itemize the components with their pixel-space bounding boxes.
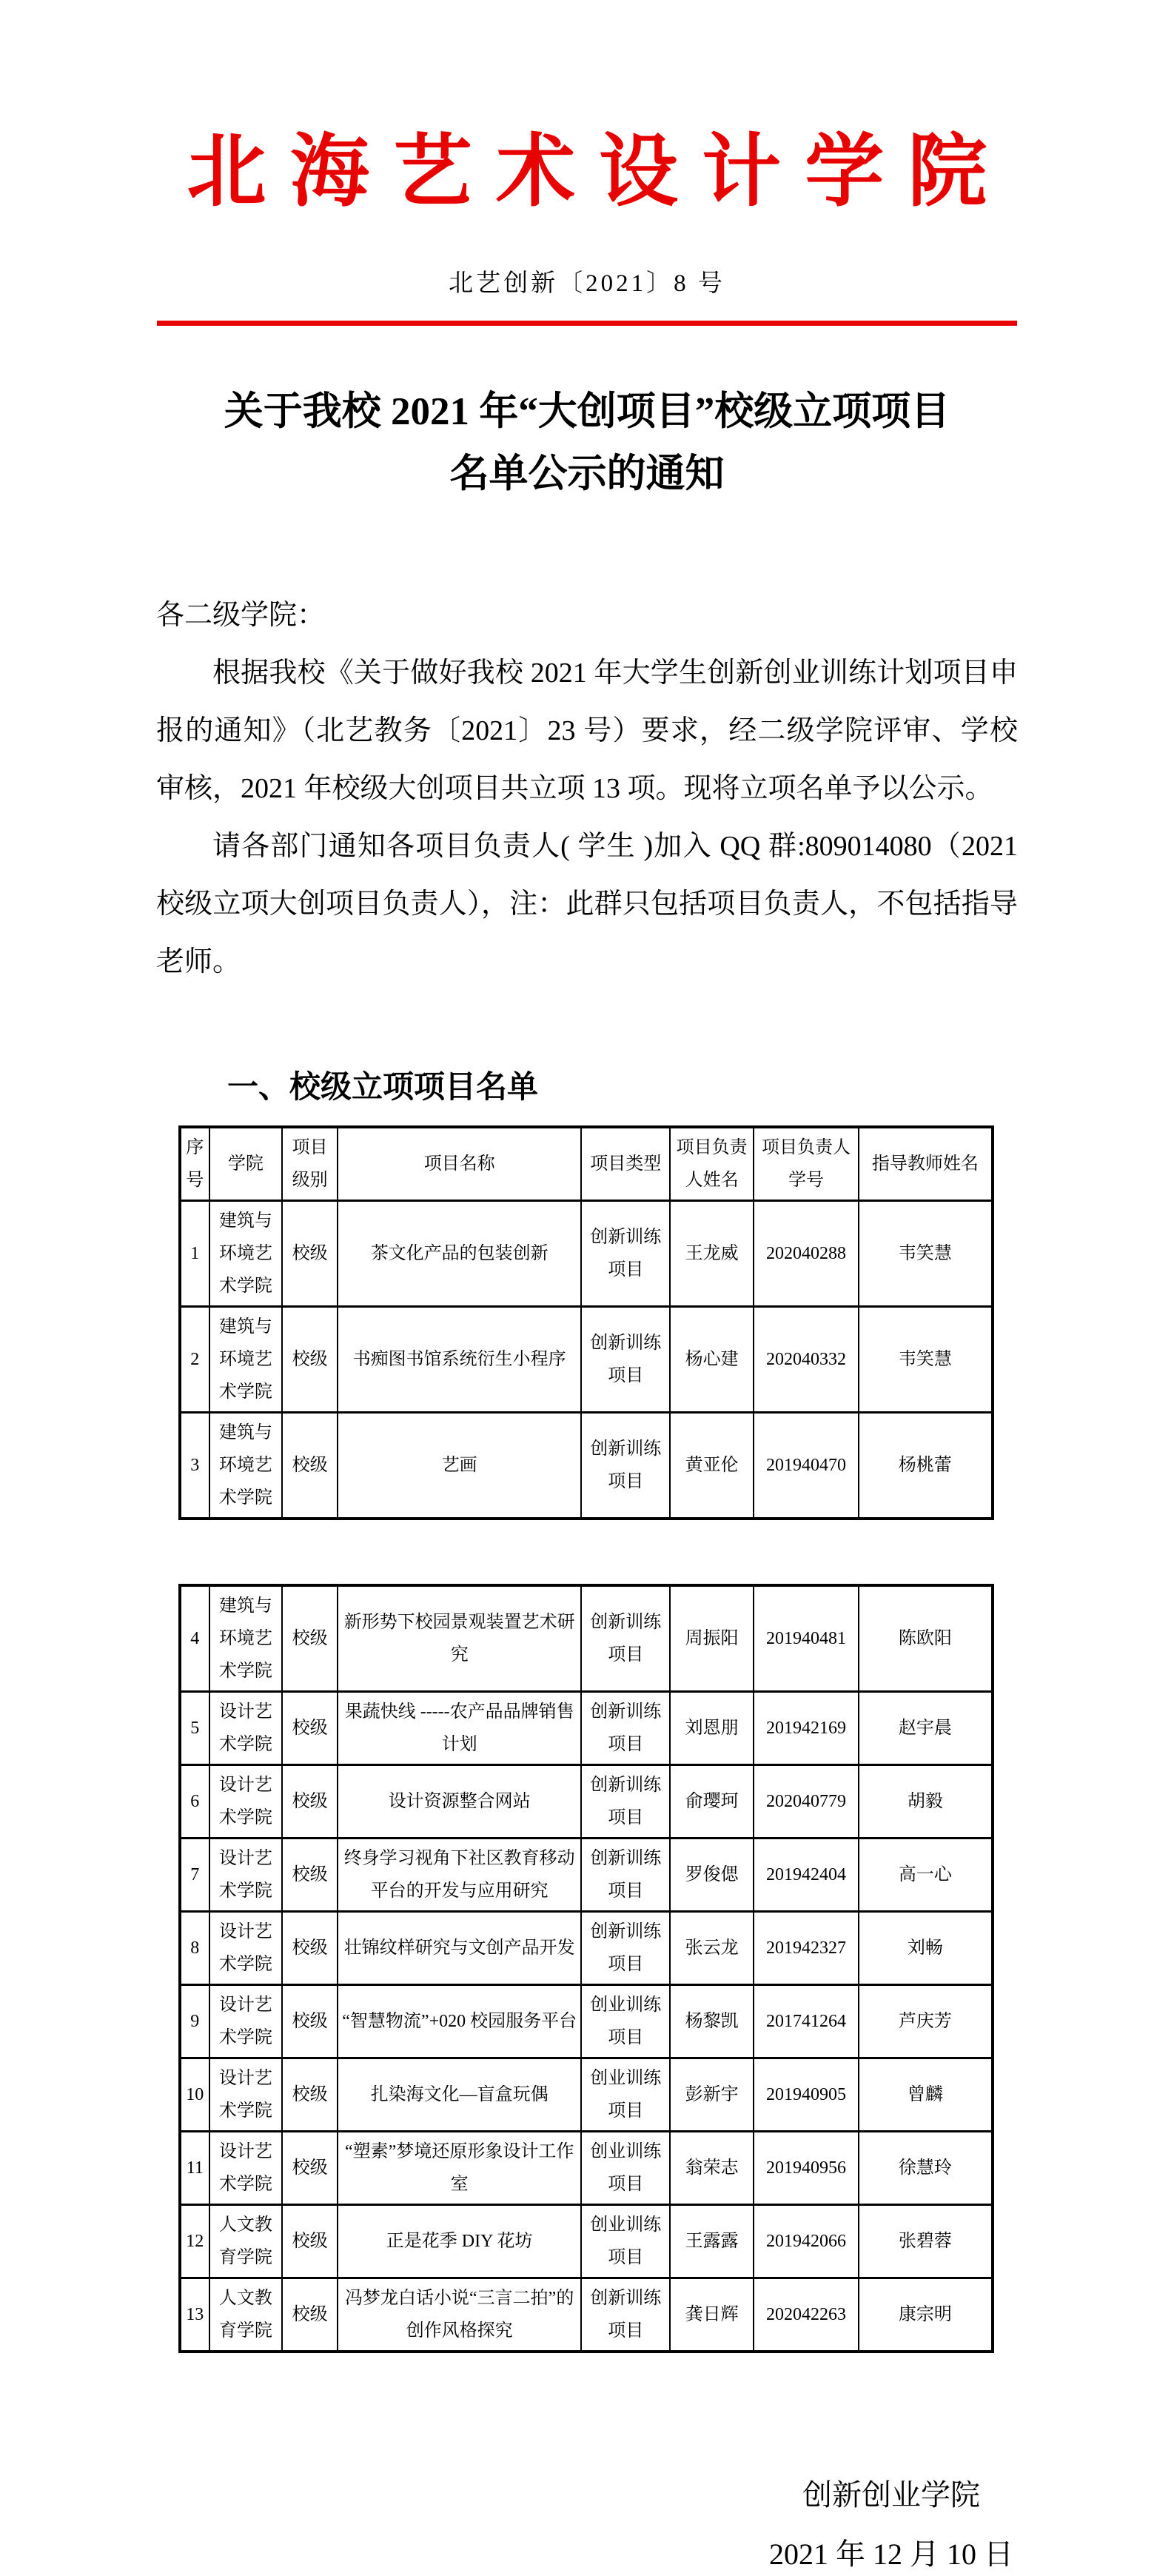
cell-level: 校级: [282, 1585, 338, 1692]
cell-teacher-name: 张碧蓉: [859, 2205, 993, 2278]
table-row: [180, 1413, 993, 1519]
cell-level: 校级: [282, 1912, 338, 1985]
header-cell-student-id: 项目负责人学号: [754, 1127, 859, 1201]
cell-project-type: 创新训练项目: [581, 2278, 670, 2352]
table-header-row: [180, 1127, 993, 1201]
header-cell-teacher-name: 指导教师姓名: [859, 1127, 993, 1201]
cell-project-type: 创新训练项目: [581, 1839, 670, 1912]
cell-college: 建筑与环境艺术学院: [209, 1413, 283, 1519]
cell-project-name: 终身学习视角下社区教育移动平台的开发与应用研究: [338, 1839, 581, 1912]
cell-project-type: 创业训练项目: [581, 2058, 670, 2132]
table-row: [180, 1307, 993, 1413]
cell-level: 校级: [282, 1765, 338, 1839]
table-row: [180, 1585, 993, 1692]
cell-student-id: 202040332: [754, 1307, 859, 1413]
cell-project-type: 创业训练项目: [581, 2205, 670, 2278]
cell-teacher-name: 韦笑慧: [859, 1201, 993, 1307]
project-table-part-2: [178, 1584, 994, 2353]
cell-leader-name: 张云龙: [670, 1912, 754, 1985]
cell-project-name: 壮锦纹样研究与文创产品开发: [338, 1912, 581, 1985]
cell-student-id: 201940956: [754, 2132, 859, 2205]
cell-teacher-name: 胡毅: [859, 1765, 993, 1839]
body-paragraph: 请各部门通知各项目负责人( 学生 )加入 QQ 群:809014080（2021 校级立项大创项目负责人），注：此群只包括项目负责人，不包括指导老师。: [156, 831, 1018, 977]
cell-level: 校级: [282, 1201, 338, 1307]
cell-no: 3: [180, 1413, 209, 1519]
cell-project-type: 创新训练项目: [581, 1765, 670, 1839]
cell-leader-name: 王露露: [670, 2205, 754, 2278]
cell-teacher-name: 曾麟: [859, 2058, 993, 2132]
cell-teacher-name: 高一心: [859, 1839, 993, 1912]
cell-project-type: 创业训练项目: [581, 1985, 670, 2058]
cell-student-id: 201940905: [754, 2058, 859, 2132]
table-row: [180, 2278, 993, 2352]
document-body: [156, 586, 1018, 2576]
table-row: [180, 1765, 993, 1839]
cell-project-name: 果蔬快线 -----农产品品牌销售计划: [338, 1692, 581, 1765]
body-paragraph: 根据我校《关于做好我校 2021 年大学生创新创业训练计划项目申报的通知》（北艺教务〔2021〕23 号）要求，经二级学院评审、学校审核，2021 年校级大创项目共立项 13 项。现将立项名单予以公示。: [156, 658, 1018, 804]
cell-teacher-name: 康宗明: [859, 2278, 993, 2352]
cell-leader-name: 杨黎凯: [670, 1985, 754, 2058]
cell-leader-name: 周振阳: [670, 1585, 754, 1692]
cell-leader-name: 杨心建: [670, 1307, 754, 1413]
section-heading: 一、校级立项项目名单: [227, 1071, 539, 1105]
cell-no: 13: [180, 2278, 209, 2352]
header-cell-project-name: 项目名称: [338, 1127, 581, 1201]
cell-no: 2: [180, 1307, 209, 1413]
red-divider-line: [157, 321, 1017, 326]
cell-project-name: “塑素”梦境还原形象设计工作室: [338, 2132, 581, 2205]
cell-student-id: 201942327: [754, 1912, 859, 1985]
cell-level: 校级: [282, 1413, 338, 1519]
cell-college: 设计艺术学院: [209, 1912, 283, 1985]
cell-teacher-name: 杨桃蕾: [859, 1413, 993, 1519]
cell-college: 设计艺术学院: [209, 1839, 283, 1912]
cell-leader-name: 刘恩朋: [670, 1692, 754, 1765]
cell-no: 10: [180, 2058, 209, 2132]
cell-level: 校级: [282, 2278, 338, 2352]
cell-project-name: 冯梦龙白话小说“三言二拍”的创作风格探究: [338, 2278, 581, 2352]
cell-college: 人文教育学院: [209, 2278, 283, 2352]
cell-project-type: 创新训练项目: [581, 1307, 670, 1413]
doc-number: 北艺创新〔2021〕8 号: [449, 270, 725, 297]
cell-teacher-name: 徐慧玲: [859, 2132, 993, 2205]
project-table-part-1: [178, 1125, 994, 1520]
signature-department: 创新创业学院: [802, 2478, 980, 2512]
cell-student-id: 201741264: [754, 1985, 859, 2058]
cell-level: 校级: [282, 1307, 338, 1413]
cell-project-name: 艺画: [338, 1413, 581, 1519]
salutation: 各二级学院：: [156, 600, 326, 631]
cell-leader-name: 彭新宇: [670, 2058, 754, 2132]
notice-title: 关于我校 2021 年“大创项目”校级立项项目名单公示的通知: [224, 390, 950, 495]
cell-college: 建筑与环境艺术学院: [209, 1585, 283, 1692]
cell-level: 校级: [282, 2205, 338, 2278]
cell-student-id: 201942404: [754, 1839, 859, 1912]
cell-project-name: 正是花季 DIY 花坊: [338, 2205, 581, 2278]
cell-student-id: 201940481: [754, 1585, 859, 1692]
cell-teacher-name: 韦笑慧: [859, 1307, 993, 1413]
cell-teacher-name: 芦庆芳: [859, 1985, 993, 2058]
cell-college: 建筑与环境艺术学院: [209, 1307, 283, 1413]
cell-no: 12: [180, 2205, 209, 2278]
table-row: [180, 1985, 993, 2058]
cell-student-id: 202042263: [754, 2278, 859, 2352]
table-row: [180, 2132, 993, 2205]
cell-project-type: 创新训练项目: [581, 1585, 670, 1692]
cell-project-type: 创业训练项目: [581, 2132, 670, 2205]
cell-level: 校级: [282, 2058, 338, 2132]
cell-leader-name: 龚日辉: [670, 2278, 754, 2352]
cell-student-id: 201940470: [754, 1413, 859, 1519]
cell-no: 6: [180, 1765, 209, 1839]
cell-no: 7: [180, 1839, 209, 1912]
header-cell-no: 序号: [180, 1127, 209, 1201]
cell-college: 人文教育学院: [209, 2205, 283, 2278]
cell-level: 校级: [282, 1839, 338, 1912]
header-cell-project-type: 项目类型: [581, 1127, 670, 1201]
cell-level: 校级: [282, 1692, 338, 1765]
cell-teacher-name: 刘畅: [859, 1912, 993, 1985]
table-row: [180, 1201, 993, 1307]
cell-project-name: 书痴图书馆系统衍生小程序: [338, 1307, 581, 1413]
table-row: [180, 1912, 993, 1985]
cell-teacher-name: 陈欧阳: [859, 1585, 993, 1692]
cell-student-id: 201942066: [754, 2205, 859, 2278]
cell-project-name: 茶文化产品的包装创新: [338, 1201, 581, 1307]
cell-college: 设计艺术学院: [209, 2058, 283, 2132]
cell-college: 设计艺术学院: [209, 1692, 283, 1765]
header-cell-level: 项目级别: [282, 1127, 338, 1201]
cell-leader-name: 罗俊偲: [670, 1839, 754, 1912]
cell-no: 11: [180, 2132, 209, 2205]
cell-student-id: 202040288: [754, 1201, 859, 1307]
cell-teacher-name: 赵宇晨: [859, 1692, 993, 1765]
cell-project-name: “智慧物流”+020 校园服务平台: [338, 1985, 581, 2058]
header-cell-college: 学院: [209, 1127, 283, 1201]
cell-no: 9: [180, 1985, 209, 2058]
cell-leader-name: 俞璎珂: [670, 1765, 754, 1839]
cell-leader-name: 翁荣志: [670, 2132, 754, 2205]
cell-project-name: 设计资源整合网站: [338, 1765, 581, 1839]
cell-student-id: 202040779: [754, 1765, 859, 1839]
cell-college: 建筑与环境艺术学院: [209, 1201, 283, 1307]
cell-no: 4: [180, 1585, 209, 1692]
cell-college: 设计艺术学院: [209, 1985, 283, 2058]
table-row: [180, 1692, 993, 1765]
table-header-row: [180, 1127, 993, 1201]
cell-student-id: 201942169: [754, 1692, 859, 1765]
cell-no: 1: [180, 1201, 209, 1307]
cell-no: 8: [180, 1912, 209, 1985]
cell-project-type: 创新训练项目: [581, 1692, 670, 1765]
table-row: [180, 2058, 993, 2132]
table-row: [180, 2205, 993, 2278]
cell-project-name: 新形势下校园景观装置艺术研究: [338, 1585, 581, 1692]
footer-signature-block: [156, 2466, 1018, 2576]
cell-no: 5: [180, 1692, 209, 1765]
header-cell-leader-name: 项目负责人姓名: [670, 1127, 754, 1201]
cell-college: 设计艺术学院: [209, 1765, 283, 1839]
cell-leader-name: 王龙威: [670, 1201, 754, 1307]
cell-leader-name: 黄亚伦: [670, 1413, 754, 1519]
cell-project-type: 创新训练项目: [581, 1201, 670, 1307]
cell-project-type: 创新训练项目: [581, 1413, 670, 1519]
school-name-header: 北海艺术设计学院: [187, 129, 1011, 216]
signature-date: 2021 年 12 月 10 日: [769, 2537, 1013, 2571]
table-row: [180, 1839, 993, 1912]
cell-project-name: 扎染海文化—盲盒玩偶: [338, 2058, 581, 2132]
cell-college: 设计艺术学院: [209, 2132, 283, 2205]
cell-level: 校级: [282, 2132, 338, 2205]
cell-project-type: 创新训练项目: [581, 1912, 670, 1985]
cell-level: 校级: [282, 1985, 338, 2058]
